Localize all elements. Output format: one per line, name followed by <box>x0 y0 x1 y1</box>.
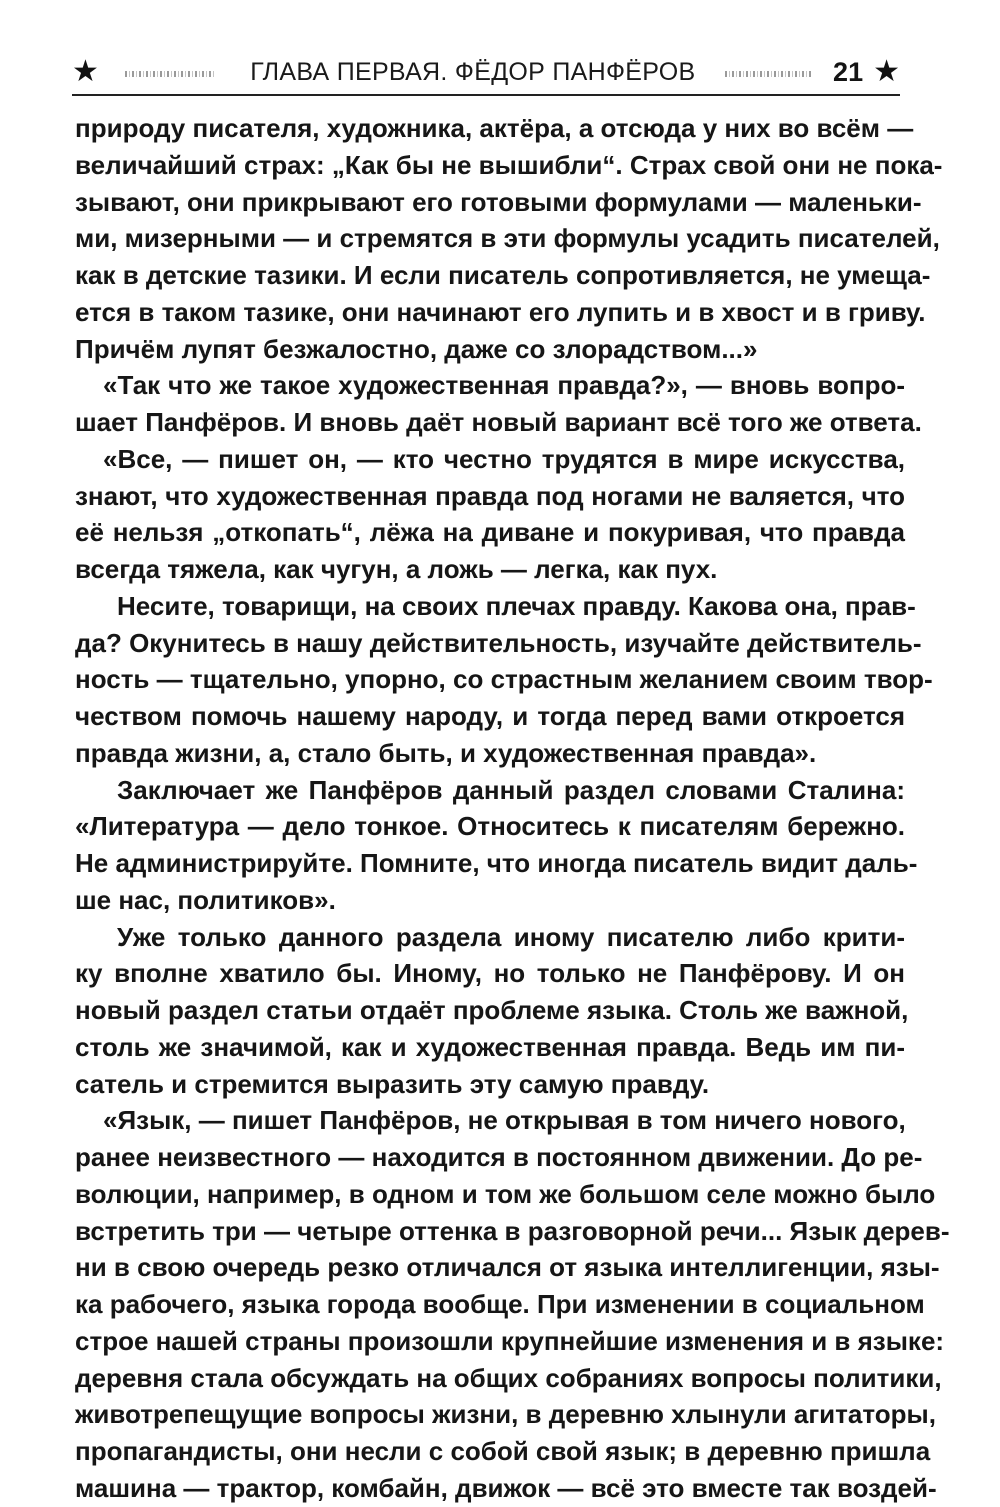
text-line: ка рабочего, языка города вообще. При изменении в социальном <box>75 1289 925 1319</box>
text-line: ше нас, политиков». <box>75 884 336 915</box>
text-line: сатель и стремится выразить эту самую правду. <box>75 1068 710 1099</box>
text-line: зывают, они прикрывают его готовыми формулами — маленьки- <box>75 186 922 217</box>
text-line: «Так что же такое художественная правда?», — вновь вопро- <box>103 370 905 401</box>
text-line: столь же значимой, как и художественная правда. Ведь им пи- <box>75 1031 905 1062</box>
text-line: встретить три — четыре оттенка в разговорной речи... Язык дерев- <box>75 1215 950 1246</box>
star-icon: ★ <box>873 55 900 88</box>
text-line: ность — тщательно, упорно, со страстным желанием своим твор- <box>75 664 933 695</box>
text-line: животрепещущие вопросы жизни, в деревню хлынули агитаторы, <box>75 1399 936 1430</box>
page-number: 21 <box>833 56 864 87</box>
running-header <box>72 52 900 92</box>
text-line: машина — трактор, комбайн, движок — всё это вместе так воздей- <box>75 1472 937 1503</box>
chapter-title: ГЛАВА ПЕРВАЯ. ФЁДОР ПАНФЁРОВ <box>250 57 696 86</box>
text-line: всегда тяжела, как чугун, а ложь — легка, как пух. <box>75 554 718 584</box>
body-text <box>75 110 950 1507</box>
text-line: Причём лупят безжалостно, даже со злорадством...» <box>75 333 758 364</box>
header-rule <box>72 94 900 96</box>
text-line: новый раздел статьи отдаёт проблеме языка. Столь же важной, <box>75 995 909 1025</box>
text-line: чеством помочь нашему народу, и тогда перед вами откроется <box>75 701 905 731</box>
text-line: правда жизни, а, стало быть, и художественная правда». <box>75 737 817 768</box>
text-line: знают, что художественная правда под ногами не валяется, что <box>75 480 905 511</box>
header-ornament-right <box>725 71 811 77</box>
text-line: величайший страх: „Как бы не вышибли“. Страх свой они не пока- <box>75 149 943 180</box>
text-line: деревня стала обсуждать на общих собраниях вопросы политики, <box>75 1362 942 1393</box>
text-line: «Язык, — пишет Панфёров, не открывая в том ничего нового, <box>103 1105 906 1136</box>
text-line: как в детские тазики. И если писатель сопротивляется, не умеща- <box>75 260 931 290</box>
text-line: «Все, — пишет он, — кто честно трудятся в мире искусства, <box>103 443 905 474</box>
text-line: Несите, товарищи, на своих плечах правду. Какова она, прав- <box>117 590 916 621</box>
text-line: ми, мизерными — и стремятся в эти формулы усадить писателей, <box>75 223 940 254</box>
text-line: природу писателя, художника, актёра, а отсюда у них во всём — <box>75 113 914 143</box>
text-line: волюции, например, в одном и том же большом селе можно было <box>75 1178 936 1209</box>
text-line: да? Окунитесь в нашу действительность, изучайте действитель- <box>75 627 922 658</box>
text-line: ни в свою очередь резко отличался от языка интеллигенции, язы- <box>75 1252 940 1283</box>
text-line: ется в таком тазике, они начинают его лупить и в хвост и в гриву. <box>75 296 926 327</box>
text-line: Не администрируйте. Помните, что иногда писатель видит даль- <box>75 848 918 878</box>
text-line: Уже только данного раздела иному писателю либо крити- <box>117 921 905 952</box>
text-line: «Литература — дело тонкое. Относитесь к писателям бережно. <box>75 811 905 842</box>
text-line: Заключает же Панфёров данный раздел словами Сталина: <box>117 774 905 805</box>
text-line: ку вполне хватило бы. Иному, но только не Панфёрову. И он <box>75 958 905 989</box>
text-line: строе нашей страны произошли крупнейшие изменения и в языке: <box>75 1325 945 1356</box>
header-ornament-left <box>125 71 216 77</box>
text-line: ранее неизвестного — находится в постоянном движении. До ре- <box>75 1142 923 1172</box>
star-icon: ★ <box>72 55 99 88</box>
text-line: шает Панфёров. И вновь даёт новый вариант всё того же ответа. <box>75 407 922 437</box>
text-line: пропагандисты, они несли с собой свой язык; в деревню пришла <box>75 1436 931 1466</box>
text-line: её нельзя „откопать“, лёжа на диване и покуривая, что правда <box>75 517 905 548</box>
